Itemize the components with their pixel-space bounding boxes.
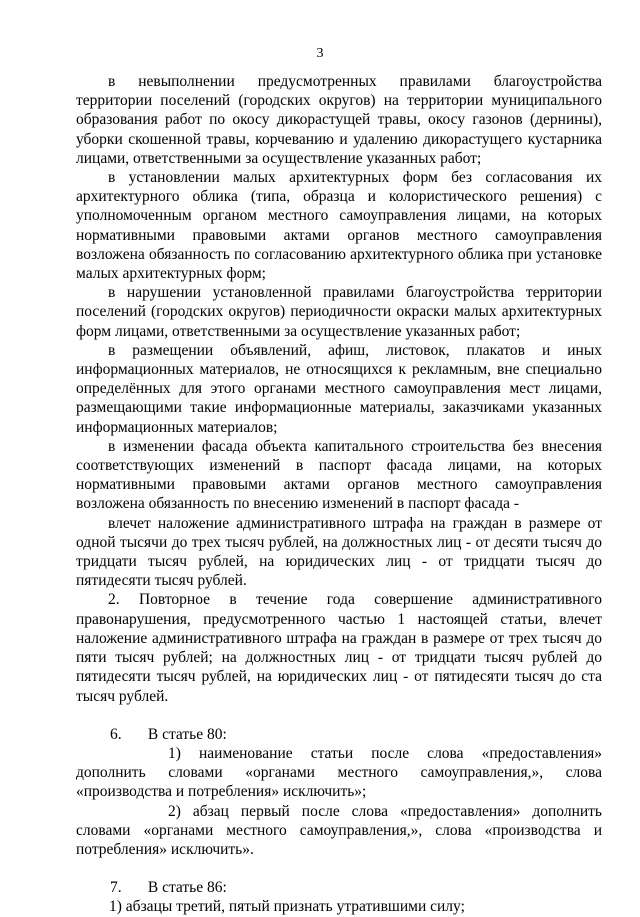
item-text: абзац первый после слова «предоставления» дополнить словами «органами местного самоуправления,», слова «производства и потребления» исключить». — [76, 802, 602, 858]
item-number: 2) — [168, 802, 181, 820]
section-title: В статье 86: — [147, 879, 227, 897]
paragraph: в установлении малых архитектурных форм без согласования их архитектурного облика (типа, образца и колористического решения) с уполномоченным органом местного самоуправления лицами, на которых нормативными правовыми актами органов местного самоуправления возложена обязанность по согласованию архитектурного облика при установке малых архитектурных форм; — [76, 169, 602, 283]
paragraph: влечет наложение административного штрафа на граждан в размере от одной тысячи до трех тысяч рублей, на должностных лиц - от десяти тысяч до тридцати тысяч рублей, на юридических лиц - от тридцати тысяч до пятидесяти тысяч рублей. — [76, 514, 602, 590]
list-item — [76, 802, 602, 860]
section-7-heading — [76, 878, 602, 897]
list-item — [76, 897, 602, 916]
paragraph: 2. Повторное в течение года совершение административного правонарушения, предусмотренного частью 1 настоящей статьи, влечет наложение административного штрафа на граждан в размере от трех тысяч до пяти тысяч рублей; на должностных лиц - от тридцати тысяч рублей до пятидесяти тысяч рублей, на юридических лиц - от пятидесяти тысяч до ста тысяч рублей. — [76, 591, 602, 705]
paragraph: в невыполнении предусмотренных правилами благоустройства территории поселений (городских округов) на территории муниципального образования работ по окосу дикорастущей травы, окосу газонов (дернины), уборки скошенной травы, корчеванию и удалению дикорастущего кустарника лицами, ответственными за осуществление указанных работ; — [76, 73, 602, 167]
section-number: 6. — [110, 725, 122, 743]
document-body — [76, 72, 602, 917]
item-text: наименование статьи после слова «предоставления» дополнить словами «органами местного самоуправления,», слова «производства и потребления» исключить»; — [76, 744, 603, 801]
item-number: 1) — [168, 744, 181, 762]
paragraph: в размещении объявлений, афиш, листовок, плакатов и иных информационных материалов, не относящихся к рекламным, вне специально определённых для этого органами местного самоуправления мест лицами, размещающими такие информационные материалы, заказчиками указанных информационных материалов; — [76, 341, 602, 436]
section-number: 7. — [110, 879, 122, 897]
item-text: абзацы третий, пятый признать утратившими силу; — [125, 898, 465, 916]
list-item — [76, 744, 602, 802]
paragraph: в нарушении установленной правилами благоустройства территории поселений (городских округов) периодичности окраски малых архитектурных форм лицами, ответственными за осуществление указанных работ; — [76, 284, 602, 340]
paragraph: в изменении фасада объекта капитального строительства без внесения соответствующих изменений в паспорт фасада лицами, на которых нормативными правовыми актами органов местного самоуправления возложена обязанность по внесению изменений в паспорт фасада - — [76, 437, 602, 513]
page-number: 3 — [316, 46, 324, 61]
section-title: В статье 80: — [147, 725, 227, 743]
item-number: 1) — [109, 898, 122, 916]
section-6-heading — [76, 725, 602, 744]
